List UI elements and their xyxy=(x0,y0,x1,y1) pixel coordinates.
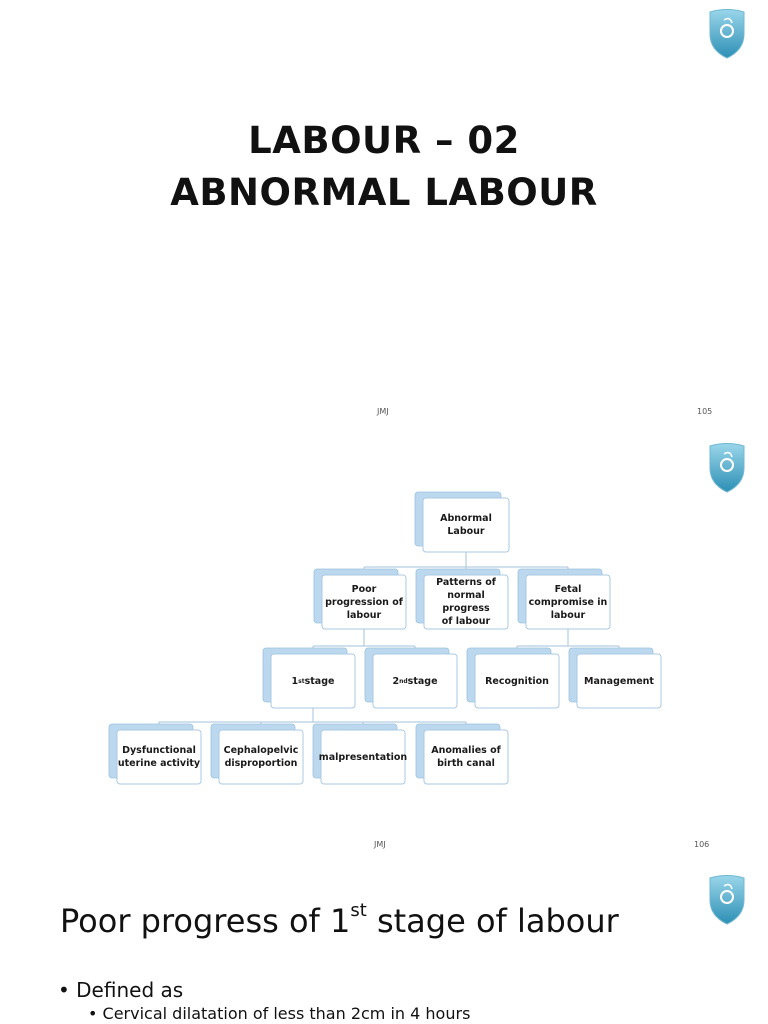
slide-2 xyxy=(0,432,768,864)
slide-title xyxy=(0,115,768,219)
node-fetal-compromise-label: Fetal compromise in labour xyxy=(528,583,608,621)
title-superscript: st xyxy=(350,900,367,921)
org-chart xyxy=(0,432,768,864)
slide-1 xyxy=(0,0,768,432)
node-abnormal-labour-label: Abnormal Labour xyxy=(440,513,492,537)
node-cephalopelvic-label: Cephalopelvic disproportion xyxy=(223,745,299,769)
title-line-1: LABOUR – 02 xyxy=(248,119,520,162)
footer-center: JMJ xyxy=(374,840,386,849)
node-anomalies-birth-canal-label: Anomalies of birth canal xyxy=(431,745,501,769)
title-line-2: ABNORMAL LABOUR xyxy=(170,171,598,214)
footer-page-number: 105 xyxy=(697,407,713,416)
node-recognition-label: Recognition xyxy=(485,675,549,687)
title-text: Poor progress of 1 xyxy=(60,902,351,940)
bullet-defined-as: • Defined as xyxy=(58,978,184,1002)
node-2nd-stage-label: 2 nd stage xyxy=(392,675,438,687)
sub-bullet-definition: • Cervical dilatation of less than 2cm in 4 hours xyxy=(88,1004,471,1023)
node-management-label: Management xyxy=(584,675,654,687)
node-1st-stage-label: 1 st stage xyxy=(291,675,335,687)
logo-shield-icon xyxy=(706,8,748,60)
slide-3-title xyxy=(60,902,619,940)
node-dysfunctional-uterine-label: Dysfunctional uterine activity xyxy=(117,745,201,769)
node-poor-progression-label: Poor progression of labour xyxy=(325,583,403,621)
node-malpresentation-label: malpresentation xyxy=(318,751,408,763)
footer-page-number: 106 xyxy=(694,840,710,849)
logo-shield-icon xyxy=(706,874,748,926)
title-text-rest: stage of labour xyxy=(366,902,619,940)
node-patterns-normal-progress-label: Patterns of normal progress of labour xyxy=(436,577,496,627)
footer-center: JMJ xyxy=(377,407,389,416)
